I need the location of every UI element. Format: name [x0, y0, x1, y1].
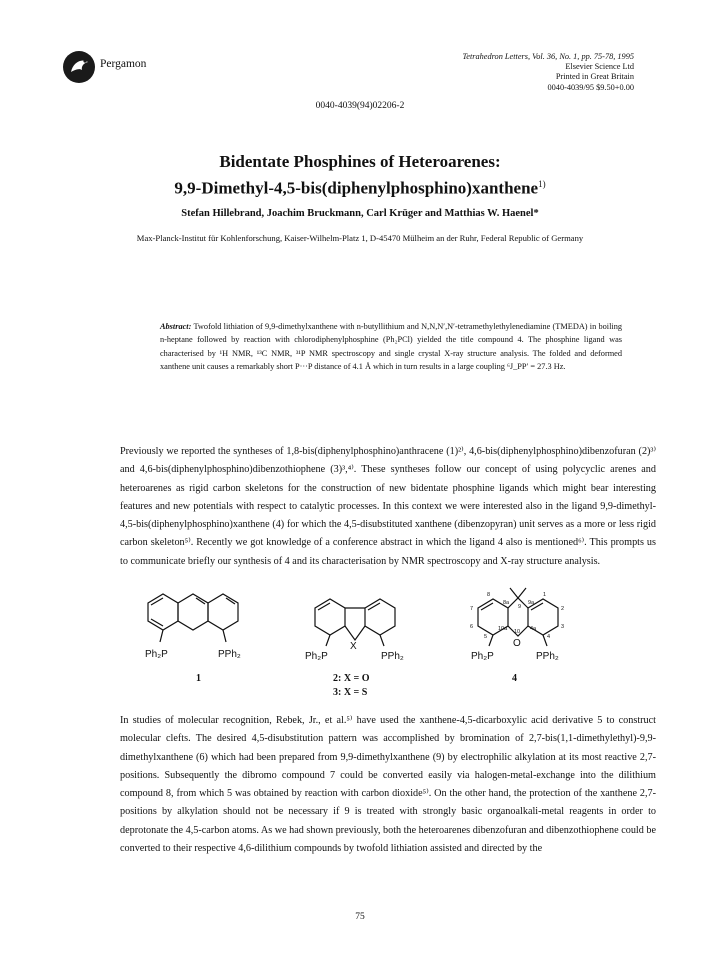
struct4-num-8a: 8a — [503, 600, 510, 606]
page-number: 75 — [355, 912, 365, 922]
struct1-pph2-label: PPh₂ — [218, 649, 241, 660]
title-footnote-ref: 1) — [538, 179, 546, 189]
abstract-text: Twofold lithiation of 9,9-dimethylxanthene with n-butyllithium and N,N,N′,N′-tetramethylethylenediamine (TMEDA) in boiling n-heptane followed by reaction with chlorodiphenylphosphine (Ph₂PCl) yielded the title compound 4. The phosphine ligand was characterised by ¹H NMR, ¹³C NMR, ³¹P NMR spectroscopy and single crystal X-ray structure analysis. The folded and deformed xanthene unit causes a remarkably short P···P distance of 4.1 Å which in turn results in a large coupling ⁶J_PP′ = 27.3 Hz. — [160, 322, 622, 372]
title-line-1: Bidentate Phosphines of Heteroarenes: — [219, 152, 501, 171]
struct4-num-6: 6 — [470, 624, 474, 630]
title-line-2 — [0, 173, 720, 200]
compound-label-1: 1 — [196, 673, 201, 684]
compound-label-4: 4 — [512, 673, 517, 684]
abstract-label: Abstract: — [160, 322, 192, 331]
struct4-num-1: 1 — [543, 592, 547, 598]
printed-line: Printed in Great Britain — [555, 72, 634, 82]
pergamon-logo-icon — [62, 50, 96, 84]
struct4-num-9: 9 — [518, 604, 522, 610]
abstract — [160, 320, 622, 374]
struct4-num-7: 7 — [470, 606, 474, 612]
struct4-num-10a: 10a — [498, 626, 508, 632]
paper-title — [0, 151, 720, 200]
body-paragraph-1: Previously we reported the syntheses of 1,8-bis(diphenylphosphino)anthracene (1)²⁾, 4,6-bis(diphenylphosphino)dibenzofuran (2)³⁾ and 4,6-bis(diphenylphosphino)dibenzothiophene (3)³,⁴⁾. These syntheses follow our concept of using polycyclic arenes and heteroarenes as rigid carbon skeletons for the construction of new bidentate phosphine ligands which might bear interesting features and new potentials with respect to catalytic processes. In this context we were interested also in the ligand 9,9-dimethyl-4,5-bis(diphenylphosphino)xanthene (4) for which the 4,5-disubstituted xanthene (dibenzopyran) unit serves as a more or less rigid carbon skeleton⁵⁾. Recently we got knowledge of a conference abstract in which the ligand 4 also is mentioned⁶⁾. This prompts us to communicate briefly our synthesis of 4 and its characterisation by NMR spectroscopy and X-ray structure analysis. — [120, 446, 656, 567]
struct4-num-4a: 4a — [530, 626, 537, 632]
affiliation: Max-Planck-Institut für Kohlenforschung, Kaiser-Wilhelm-Platz 1, D-45470 Mülheim an der Ruhr, Federal Republic of Germany — [136, 233, 584, 243]
struct4-num-10: 10 — [514, 629, 521, 635]
price-line: 0040-4039/95 $9.50+0.00 — [547, 82, 634, 92]
struct1-ph2p-label: Ph₂P — [145, 649, 168, 660]
struct4-num-5: 5 — [484, 634, 488, 640]
struct4-o-atom: O — [513, 638, 521, 649]
journal-line: Tetrahedron Letters, Vol. 36, No. 1, pp. 75-78, 1995 — [462, 52, 634, 61]
doi-code: 0040-4039(94)02206-2 — [315, 101, 405, 111]
publisher-line: Elsevier Science Ltd — [565, 62, 634, 72]
body-paragraph-2: In studies of molecular recognition, Rebek, Jr., et al.⁵⁾ have used the xanthene-4,5-dicarboxylic acid derivative 5 to construct molecular clefts. The desired 4,5-disubstitution pattern was accomplished by bromination of 2,7-bis(1,1-dimethylethyl)-9,9-dimethylxanthene (6) which had been prepared from 9,9-dimethylxanthene (9) by electrophilic alkylation at its most reactive 2,7-positions. Subsequently the dibromo compound 7 could be converted easily via halogen-metal-exchange into the dilithium compound 8, from which 5 was obtained by reaction with carbon dioxide⁵⁾. On the other hand, the protection of the xanthene 2,7-positions by alkylation should not be necessary if 9 is treated with strongly basic organoalkali-metal reagents in order to deprotonate the 4,5-carbon atoms. As we had shown previously, both the heteroarenes dibenzofuran and dibenzothiophene could be converted to their respective 4,6-dilithium compounds by twofold lithiation assisted and directed by the — [120, 715, 657, 855]
struct23-x-atom: X — [350, 641, 357, 652]
struct4-num-3: 3 — [561, 624, 565, 630]
publisher-name: Pergamon — [100, 58, 147, 70]
compound-label-2: 2: X = O — [333, 673, 370, 684]
struct23-ph2p-label: Ph₂P — [305, 651, 328, 662]
struct4-num-8: 8 — [487, 592, 491, 598]
struct4-num-9a: 9a — [528, 600, 535, 606]
struct4-pph2-label: PPh₂ — [536, 651, 559, 662]
struct4-num-4: 4 — [547, 634, 551, 640]
struct23-pph2-label: PPh₂ — [381, 651, 404, 662]
compound-label-3: 3: X = S — [333, 687, 368, 698]
chemical-structures-figure — [0, 580, 720, 710]
title-line-2-text: 9,9-Dimethyl-4,5-bis(diphenylphosphino)xanthene — [174, 178, 539, 198]
authors: Stefan Hillebrand, Joachim Bruckmann, Carl Krüger and Matthias W. Haenel* — [181, 208, 539, 219]
structure-2-3-dibenzoheterole — [315, 599, 395, 646]
structure-1-anthracene — [148, 594, 238, 642]
journal-citation-block — [462, 52, 634, 93]
struct4-num-2: 2 — [561, 606, 565, 612]
struct4-ph2p-label: Ph₂P — [471, 651, 494, 662]
